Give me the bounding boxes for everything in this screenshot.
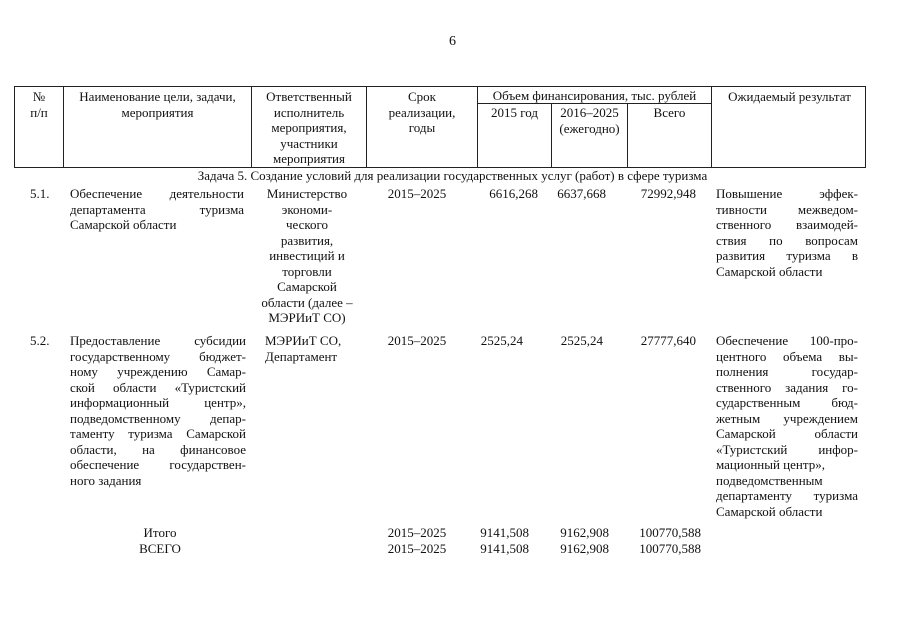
header-result: Ожидаемый результат: [728, 89, 851, 104]
totals-2015: 9141,508: [480, 525, 529, 540]
totals-term: 2015–2025: [387, 525, 447, 540]
header-num: № п/п: [30, 89, 48, 120]
header-executor: Ответственный исполнитель мероприятия, участники мероприятия: [266, 89, 352, 166]
row-2015: 2525,24: [480, 333, 523, 348]
grand-total-total: 100770,588: [639, 541, 701, 556]
row-name: Предоставление субсидии государственному бюджет- ному учреждению Самар- ской области «Туристский информационный центр», подведомственному депар- таменту туризма Самарской области, на финансовое обеспечение государствен- ного задания: [70, 333, 246, 488]
header-2016-2025: 2016–2025 (ежегодно): [559, 105, 620, 136]
row-executor: МЭРИиТ СО, Департамент: [265, 333, 342, 364]
row-term: 2015–2025: [387, 186, 447, 201]
grand-total-2016-2025: 9162,908: [560, 541, 609, 556]
grand-total-label: ВСЕГО: [139, 541, 181, 556]
header-term: Срок реализации, годы: [388, 89, 456, 135]
grand-total-2015: 9141,508: [480, 541, 529, 556]
row-total: 72992,948: [640, 186, 696, 201]
task-title: Задача 5. Создание условий для реализации государственных услуг (работ) в сфере туризма: [197, 168, 708, 183]
table-header: [14, 86, 866, 168]
row-result: Повышение эффек- тивности межведом- ственного взаимодей- ствия по вопросам развития туризма в Самарской области: [716, 186, 858, 279]
header-name: Наименование цели, задачи, мероприятия: [79, 89, 236, 120]
row-2015: 6616,268: [489, 186, 538, 201]
row-number: 5.2.: [30, 333, 50, 348]
row-executor: Министерство экономи- ческого развития, инвестиций и торговли Самарской области (далее – МЭРИиТ СО): [261, 186, 353, 325]
row-2016-2025: 2525,24: [560, 333, 603, 348]
header-total: Всего: [653, 105, 686, 120]
row-number: 5.1.: [30, 186, 50, 201]
header-2015: 2015 год: [491, 105, 538, 120]
header-finance-title: Объем финансирования, тыс. рублей: [492, 88, 697, 103]
row-name: Обеспечение деятельности департамента туризма Самарской области: [70, 186, 244, 232]
row-term: 2015–2025: [387, 333, 447, 348]
totals-total: 100770,588: [639, 525, 701, 540]
grand-total-term: 2015–2025: [387, 541, 447, 556]
totals-2016-2025: 9162,908: [560, 525, 609, 540]
totals-label: Итого: [143, 525, 177, 540]
row-result: Обеспечение 100-про- центного объема вы- полнения государ- ственного задания го- сударственным бюд- жетным учреждением Самарской области «Туристский инфор- мационный центр», подведомственным департаменту туризма Самарской области: [716, 333, 858, 519]
row-total: 27777,640: [640, 333, 696, 348]
row-2016-2025: 6637,668: [557, 186, 606, 201]
page-number: 6: [449, 34, 456, 49]
